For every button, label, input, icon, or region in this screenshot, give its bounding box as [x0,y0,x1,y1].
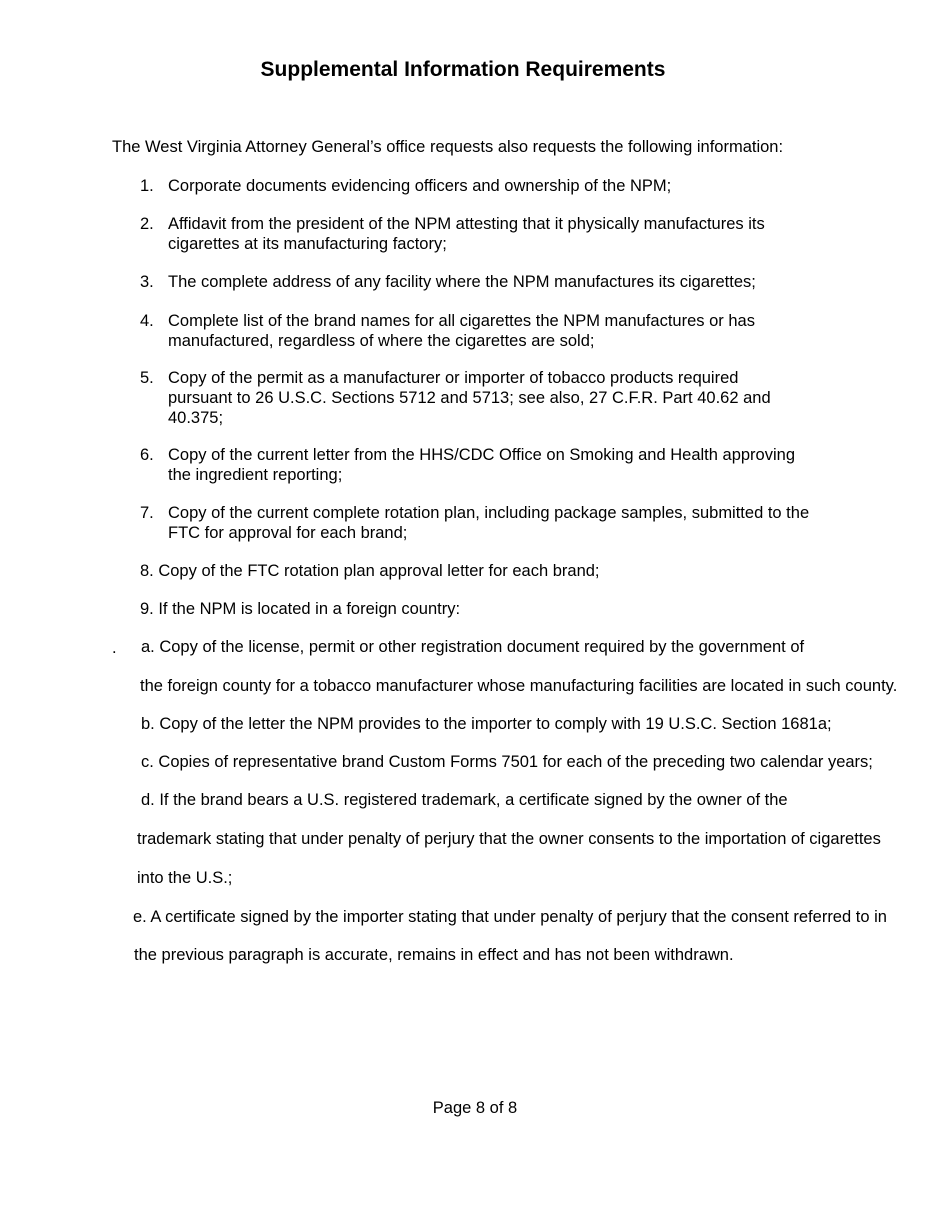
list-item-text [168,176,840,196]
list-item-number: 1. [140,177,154,195]
list-item-line: FTC for approval for each brand; [168,524,408,542]
list-item-line: the ingredient reporting; [168,466,343,484]
list-item-line: The complete address of any facility where the NPM manufactures its cigarettes; [168,273,756,291]
list-item-text [168,214,840,254]
sub-item-c: c. Copies of representative brand Custom Forms 7501 for each of the preceding two calendar years; [141,753,873,771]
list-item-line: Copy of the current letter from the HHS/CDC Office on Smoking and Health approving [168,446,795,464]
list-item-number: 2. [140,215,154,233]
list-item-text [168,311,840,351]
list-item-9: 9. If the NPM is located in a foreign country: [140,600,461,618]
list-item-line: Complete list of the brand names for all cigarettes the NPM manufactures or has [168,312,755,330]
list-item-line: cigarettes at its manufacturing factory; [168,235,447,253]
list-item-number: 6. [140,446,154,464]
list-item-text [168,445,840,485]
list-item-text [168,503,840,543]
page-number-footer: Page 8 of 8 [432,1099,518,1117]
list-item-text [168,272,840,292]
sub-item-e-line-2: the previous paragraph is accurate, remains in effect and has not been withdrawn. [134,946,734,964]
list-item-line: pursuant to 26 U.S.C. Sections 5712 and 5713; see also, 27 C.F.R. Part 40.62 and [168,389,771,407]
sub-item-a-line-1: a. Copy of the license, permit or other registration document required by the government of [141,638,805,656]
list-item-line: manufactured, regardless of where the cigarettes are sold; [168,332,595,350]
sub-item-d-line-2: trademark stating that under penalty of perjury that the owner consents to the importation of cigarettes [137,830,881,848]
list-item-number: 5. [140,369,154,387]
page-title: Supplemental Information Requirements [260,58,666,81]
list-item-line: Copy of the permit as a manufacturer or importer of tobacco products required [168,369,739,387]
list-item-text [168,368,840,428]
list-item-number: 7. [140,504,154,522]
sub-item-e-line-1: e. A certificate signed by the importer stating that under penalty of perjury that the consent referred to in [133,908,887,926]
sub-item-d-line-3: into the U.S.; [137,869,233,887]
list-item-line: Corporate documents evidencing officers and ownership of the NPM; [168,177,672,195]
stray-period: . [112,639,117,657]
list-item-line: Copy of the current complete rotation plan, including package samples, submitted to the [168,504,810,522]
sub-item-b: b. Copy of the letter the NPM provides to the importer to comply with 19 U.S.C. Section 1681a; [141,715,832,733]
list-item-number: 4. [140,312,154,330]
list-item-line: 40.375; [168,409,224,427]
list-item-line: Affidavit from the president of the NPM attesting that it physically manufactures its [168,215,765,233]
sub-item-d-line-1: d. If the brand bears a U.S. registered trademark, a certificate signed by the owner of the [141,791,788,809]
list-item-8: 8. Copy of the FTC rotation plan approval letter for each brand; [140,562,600,580]
list-item-number: 3. [140,273,154,291]
intro-paragraph: The West Virginia Attorney General’s office requests also requests the following information: [112,138,784,156]
sub-item-a-line-2: the foreign county for a tobacco manufacturer whose manufacturing facilities are located in such county. [140,677,898,695]
